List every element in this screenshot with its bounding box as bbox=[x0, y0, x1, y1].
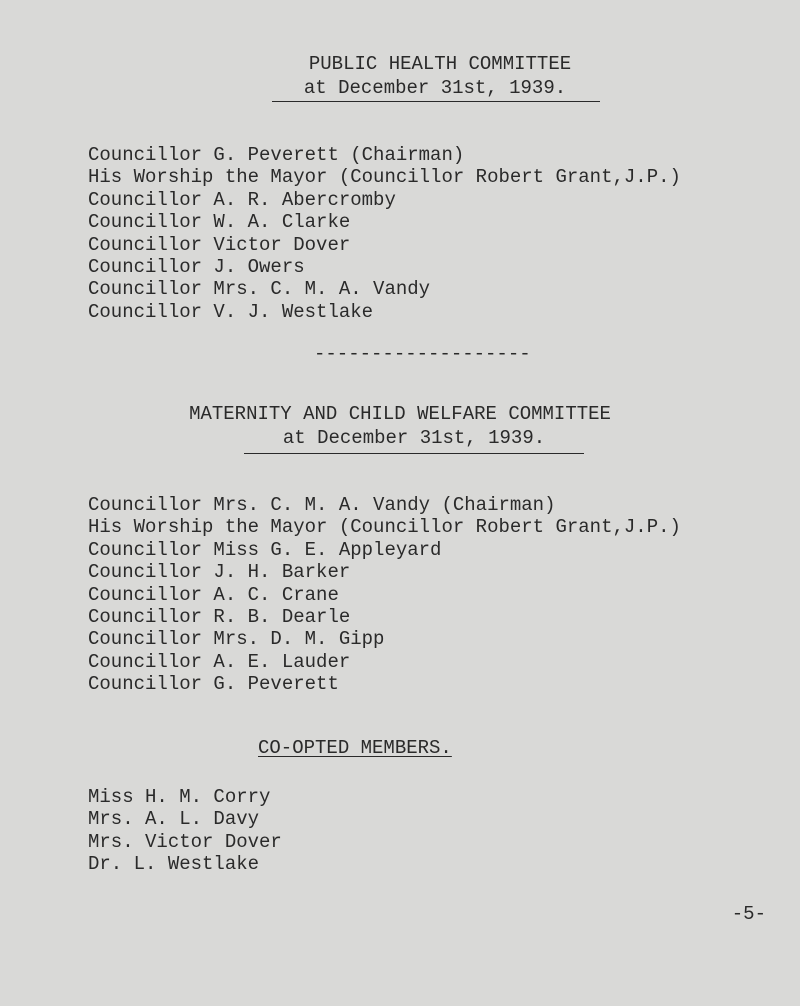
member-entry: Councillor G. Peverett (Chairman) bbox=[88, 144, 465, 166]
member-entry: Councillor A. R. Abercromby bbox=[88, 188, 396, 211]
maternity-underline bbox=[244, 453, 584, 454]
member-entry: Mrs. Victor Dover bbox=[88, 830, 282, 853]
member-entry: Councillor R. B. Dearle bbox=[88, 606, 351, 629]
maternity-date: at December 31st, 1939. bbox=[282, 427, 546, 449]
member-entry: Councillor J. Owers bbox=[88, 256, 305, 279]
member-entry: Dr. L. Westlake bbox=[88, 853, 260, 876]
member-entry: Councillor J. H. Barker bbox=[88, 561, 351, 584]
member-entry: Councillor Miss G. E. Appleyard bbox=[88, 538, 442, 561]
member-entry: Councillor Mrs. C. M. A. Vandy bbox=[88, 278, 431, 301]
public-health-member-list bbox=[88, 144, 681, 323]
member-entry: His Worship the Mayor (Councillor Robert Grant,J.P.) bbox=[88, 166, 681, 189]
coopted-member-list bbox=[88, 786, 282, 876]
public-health-date: at December 31st, 1939. bbox=[303, 77, 567, 99]
member-entry: Councillor Mrs. C. M. A. Vandy (Chairman) bbox=[88, 494, 556, 516]
maternity-title: MATERNITY AND CHILD WELFARE COMMITTEE bbox=[189, 403, 611, 425]
member-entry: Councillor G. Peverett bbox=[88, 673, 339, 696]
coopted-title: CO-OPTED MEMBERS. bbox=[258, 737, 452, 759]
member-entry: Councillor Mrs. D. M. Gipp bbox=[88, 628, 385, 651]
maternity-member-list bbox=[88, 494, 681, 696]
public-health-underline bbox=[272, 101, 600, 102]
member-entry: Councillor V. J. Westlake bbox=[88, 300, 374, 323]
member-entry: His Worship the Mayor (Councillor Robert Grant,J.P.) bbox=[88, 516, 681, 539]
member-entry: Councillor W. A. Clarke bbox=[88, 211, 351, 234]
member-entry: Councillor A. C. Crane bbox=[88, 583, 339, 606]
page-number: -5- bbox=[731, 903, 766, 925]
member-entry: Councillor A. E. Lauder bbox=[88, 650, 351, 673]
public-health-title: PUBLIC HEALTH COMMITTEE bbox=[308, 53, 572, 75]
section-separator: ------------------- bbox=[314, 343, 531, 365]
member-entry: Mrs. A. L. Davy bbox=[88, 808, 260, 831]
member-entry: Councillor Victor Dover bbox=[88, 233, 351, 256]
member-entry: Miss H. M. Corry bbox=[88, 786, 271, 808]
